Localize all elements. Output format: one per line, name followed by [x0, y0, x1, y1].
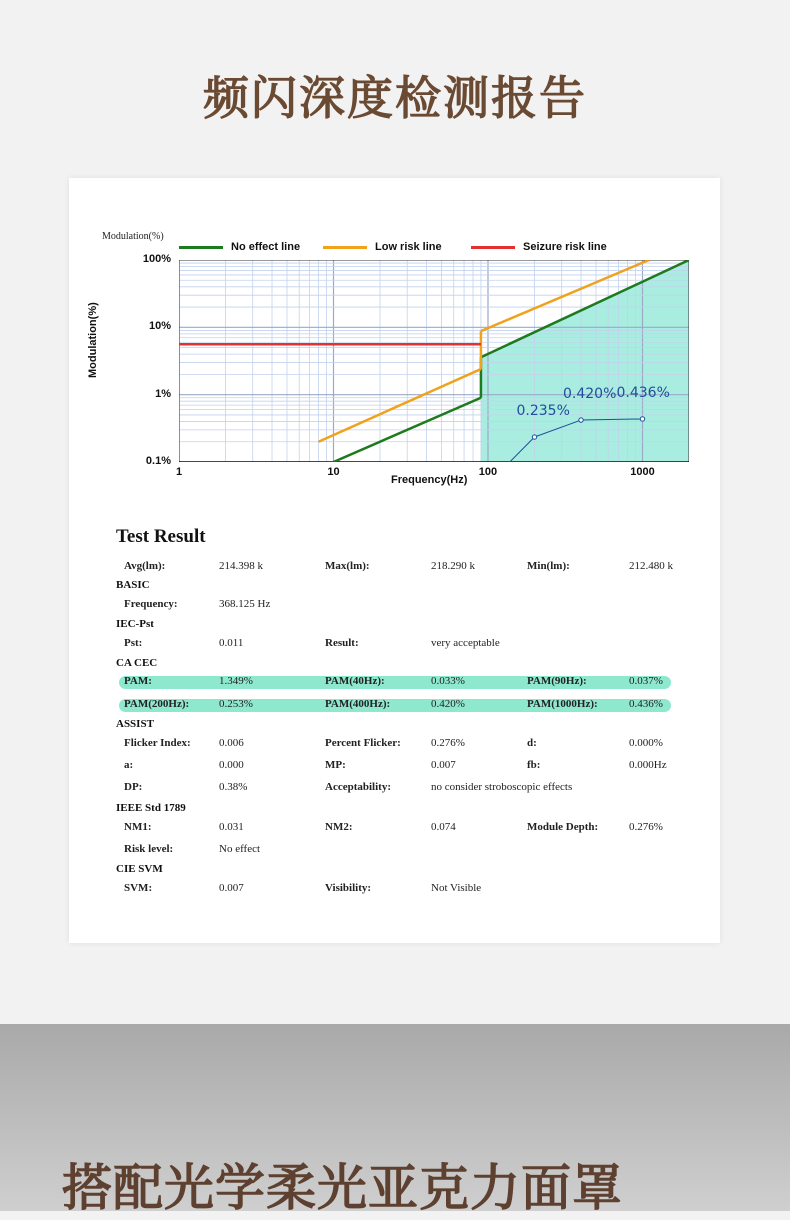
section-heading: ASSIST — [116, 718, 154, 730]
chart-top-label: Modulation(%) — [102, 231, 164, 242]
result-key: Percent Flicker: — [325, 737, 401, 749]
result-key: Max(lm): — [325, 560, 370, 572]
result-value: 0.006 — [219, 737, 244, 749]
result-value: no consider stroboscopic effects — [431, 781, 573, 793]
result-row — [69, 821, 720, 839]
legend-label: Low risk line — [375, 241, 442, 253]
result-value: 212.480 k — [629, 560, 673, 572]
footer-title: 搭配光学柔光亚克力面罩 — [62, 1159, 623, 1217]
result-value: 0.007 — [431, 759, 456, 771]
result-key: PAM: — [124, 675, 152, 687]
result-key: PAM(40Hz): — [325, 675, 385, 687]
result-key: fb: — [527, 759, 541, 771]
data-point — [579, 418, 583, 422]
row-highlight — [119, 676, 671, 689]
data-label: 0.420% — [563, 386, 617, 403]
result-value: 0.436% — [629, 698, 663, 710]
result-key: Frequency: — [124, 598, 178, 610]
result-key: PAM(90Hz): — [527, 675, 587, 687]
result-key: PAM(1000Hz): — [527, 698, 598, 710]
result-row — [69, 759, 720, 777]
x-tick-label: 1 — [175, 466, 183, 478]
result-value: 0.38% — [219, 781, 248, 793]
result-row — [69, 698, 720, 716]
result-key: d: — [527, 737, 537, 749]
result-row — [69, 598, 720, 616]
result-key: Min(lm): — [527, 560, 570, 572]
result-key: Flicker Index: — [124, 737, 191, 749]
result-value: 0.276% — [629, 821, 663, 833]
legend-label: Seizure risk line — [523, 241, 607, 253]
result-row — [69, 560, 720, 578]
results-title: Test Result — [116, 526, 206, 547]
x-tick-label: 100 — [478, 466, 498, 478]
result-key: PAM(400Hz): — [325, 698, 391, 710]
result-row — [69, 737, 720, 755]
plot-area — [179, 260, 689, 462]
result-value: 218.290 k — [431, 560, 475, 572]
result-value: 0.000Hz — [629, 759, 667, 771]
result-value: 0.007 — [219, 882, 244, 894]
result-row — [69, 843, 720, 861]
result-key: PAM(200Hz): — [124, 698, 190, 710]
legend-swatch — [471, 246, 515, 249]
y-tick-label: 1% — [155, 387, 171, 400]
result-key: NM1: — [124, 821, 152, 833]
page-title: 频闪深度检测报告 — [203, 71, 587, 125]
result-key: Module Depth: — [527, 821, 599, 833]
x-tick-label: 10 — [327, 466, 340, 478]
result-value: 0.420% — [431, 698, 465, 710]
result-key: a: — [124, 759, 134, 771]
legend-item — [471, 241, 607, 253]
result-key: Avg(lm): — [124, 560, 166, 572]
data-label: 0.235% — [516, 403, 570, 420]
result-key: SVM: — [124, 882, 153, 894]
result-key: Acceptability: — [325, 781, 391, 793]
report-card — [69, 178, 720, 943]
result-row — [69, 781, 720, 799]
result-key: Risk level: — [124, 843, 174, 855]
x-tick-label: 1000 — [630, 466, 655, 478]
result-key: DP: — [124, 781, 143, 793]
x-axis-title: Frequency(Hz) — [391, 474, 468, 486]
result-row — [69, 675, 720, 693]
result-row — [69, 637, 720, 655]
result-value: 0.011 — [219, 637, 244, 649]
result-key: Pst: — [124, 637, 143, 649]
result-value: 1.349% — [219, 675, 253, 687]
result-value: 0.253% — [219, 698, 253, 710]
result-value: 214.398 k — [219, 560, 263, 572]
data-point — [532, 435, 536, 439]
legend-label: No effect line — [231, 241, 301, 253]
result-value: 0.074 — [431, 821, 456, 833]
result-value: 0.037% — [629, 675, 663, 687]
legend-item — [323, 241, 442, 253]
y-tick-label: 10% — [148, 320, 171, 333]
section-heading: CA CEC — [116, 657, 158, 669]
section-heading: BASIC — [116, 579, 150, 591]
result-key: Result: — [325, 637, 359, 649]
result-value: 368.125 Hz — [219, 598, 271, 610]
y-tick-label: 100% — [142, 253, 171, 265]
result-key: NM2: — [325, 821, 353, 833]
y-tick-label: 0.1% — [145, 455, 171, 467]
flicker-chart — [69, 178, 720, 508]
result-value: No effect — [219, 843, 261, 855]
data-point — [640, 417, 644, 421]
section-heading: IEC-Pst — [116, 618, 154, 630]
result-value: 0.033% — [431, 675, 465, 687]
result-value: 0.000% — [629, 737, 663, 749]
result-row — [69, 882, 720, 900]
y-axis-title: Modulation(%) — [87, 302, 99, 378]
section-heading: IEEE Std 1789 — [116, 802, 186, 814]
result-value: 0.031 — [219, 821, 244, 833]
legend-item — [179, 241, 300, 253]
section-heading: CIE SVM — [116, 863, 163, 875]
result-key: Visibility: — [325, 882, 372, 894]
result-value: 0.276% — [431, 737, 465, 749]
result-value: 0.000 — [219, 759, 244, 771]
legend-swatch — [179, 246, 223, 249]
result-key: MP: — [325, 759, 346, 771]
data-label: 0.436% — [616, 384, 670, 401]
result-value: Not Visible — [431, 882, 482, 894]
legend-swatch — [323, 246, 367, 249]
result-value: very acceptable — [431, 637, 500, 649]
